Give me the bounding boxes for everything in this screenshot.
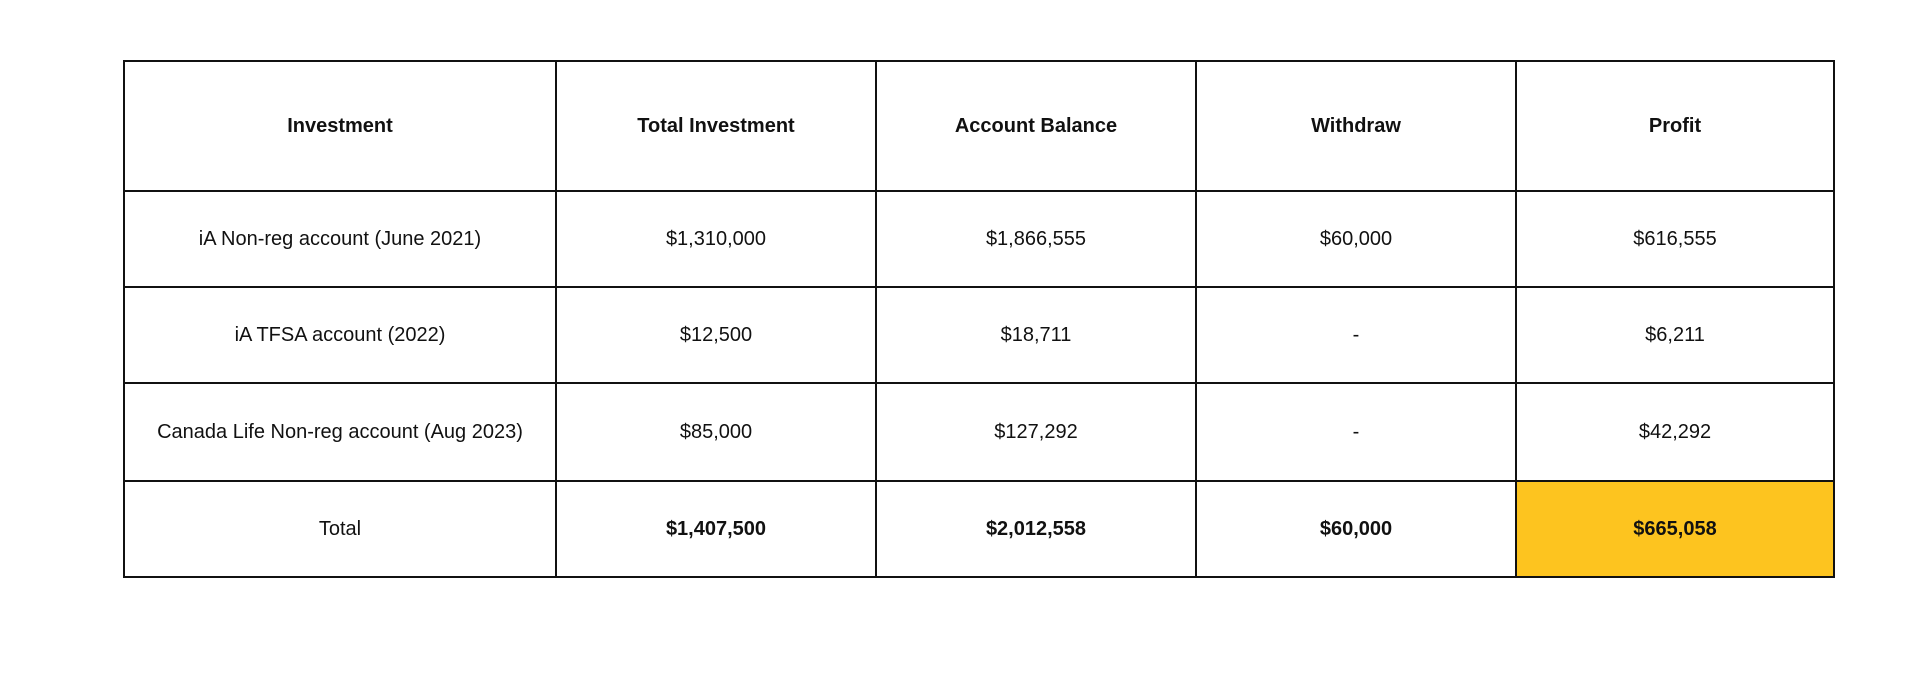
table-row [124,287,1834,383]
cell-total-investment: $85,000 [556,383,876,481]
total-withdraw-sum: $60,000 [1196,481,1516,577]
cell-total-investment: $12,500 [556,287,876,383]
total-row [124,481,1834,577]
cell-profit: $6,211 [1516,287,1834,383]
total-investment-sum: $1,407,500 [556,481,876,577]
header-total-investment: Total Investment [556,61,876,191]
cell-account-balance: $127,292 [876,383,1196,481]
cell-investment-name: iA TFSA account (2022) [124,287,556,383]
header-investment: Investment [124,61,556,191]
cell-withdraw: $60,000 [1196,191,1516,287]
cell-profit: $616,555 [1516,191,1834,287]
cell-account-balance: $18,711 [876,287,1196,383]
cell-withdraw: - [1196,287,1516,383]
cell-profit: $42,292 [1516,383,1834,481]
total-profit-highlight: $665,058 [1516,481,1834,577]
header-account-balance: Account Balance [876,61,1196,191]
cell-investment-name: Canada Life Non-reg account (Aug 2023) [124,383,556,481]
header-withdraw: Withdraw [1196,61,1516,191]
table-row [124,191,1834,287]
total-account-balance-sum: $2,012,558 [876,481,1196,577]
table-row [124,383,1834,481]
header-profit: Profit [1516,61,1834,191]
investment-table [123,60,1835,578]
cell-account-balance: $1,866,555 [876,191,1196,287]
cell-total-investment: $1,310,000 [556,191,876,287]
header-row [124,61,1834,191]
total-label: Total [124,481,556,577]
cell-withdraw: - [1196,383,1516,481]
cell-investment-name: iA Non-reg account (June 2021) [124,191,556,287]
